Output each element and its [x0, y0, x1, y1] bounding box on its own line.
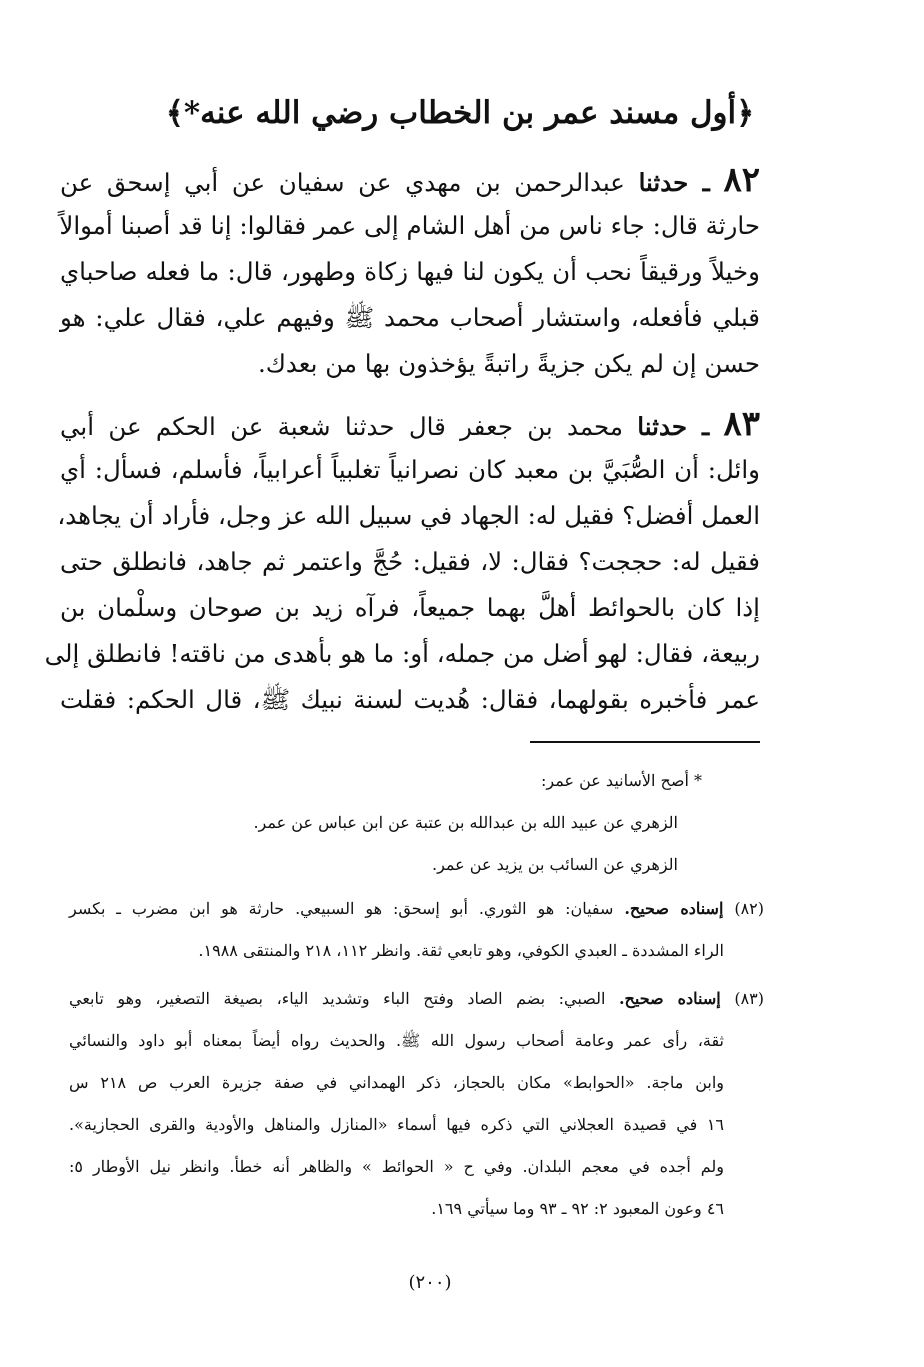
hadith-83-line-2: وائل: أن الصُّبَيَّ بن معبد كان نصرانياً تغلبياً أعرابياً، فأسلم، فسأل: أي: [60, 455, 760, 484]
hadith-82-line-3: وخيلاً ورقيقاً نحب أن يكون لنا فيها زكاة وطهور، قال: ما فعله صاحباي: [60, 257, 760, 286]
footnote-82-text: سفيان: هو الثوري. أبو إسحق: هو السبيعي. حارثة هو ابن مضرب ـ بكسر: [69, 899, 625, 918]
hadith-82-number: ٨٢: [723, 160, 760, 200]
hadith-82-lead: ـ حدثنا: [638, 168, 710, 197]
hadith-82-line-4: قبلي فأفعله، واستشار أصحاب محمد ﷺ وفيهم علي، فقال علي: هو: [60, 303, 760, 332]
footnote-83-line-2: ثقة، رأى عمر وعامة أصحاب رسول الله ﷺ. والحديث رواه أيضاً بمعناه أبو داود والنسائي: [69, 1031, 725, 1050]
page-number: (٢٠٠): [408, 1272, 452, 1293]
hadith-82-line-5: حسن إن لم يكن جزيةً راتبةً يؤخذون بها من بعدك.: [257, 349, 760, 378]
footnote-83-line-3: وابن ماجة. «الحوابط» مكان بالحجاز، ذكر الهمداني في صفة جزيرة العرب ص ٢١٨ س: [69, 1073, 724, 1092]
footnote-83-label: (٨٣): [734, 989, 764, 1008]
footnote-82-label: (٨٢): [734, 899, 765, 918]
hadith-83-line-5: إذا كان بالحوائط أهلَّ بهما جميعاً، فرآه زيد بن صوحان وسلْمان بن: [60, 593, 760, 622]
footnote-83-line-4: ١٦ في قصيدة العجلاني التي ذكره فيها أسماء «المنازل والمناهل والأودية والقرى الحجازية».: [69, 1115, 724, 1134]
section-title: ﴿أول مسند عمر بن الخطاب رضي الله عنه*﴾: [165, 95, 755, 131]
hadith-83-line-6: ربيعة، فقال: لهو أضل من جمله، أو: ما هو بأهدى من ناقته! فانطلق إلى: [44, 639, 760, 668]
hadith-83-number: ٨٣: [723, 404, 761, 444]
hadith-83-line-1: [60, 404, 760, 447]
footnote-83-bold: إسناده صحيح.: [618, 989, 721, 1008]
hadith-83-line-7: عمر فأخبره بقولهما، فقال: هُديت لسنة نبيك ﷺ، قال الحكم: فقلت: [60, 685, 760, 714]
footnote-83-line-5: ولم أجده في معجم البلدان. وفي ح « الحوائط » والظاهر أنه خطأ. وانظر نيل الأوطار ٥:: [69, 1157, 724, 1176]
hadith-82-line-1: [60, 160, 760, 203]
hadith-83-line-3: العمل أفضل؟ فقيل له: الجهاد في سبيل الله عز وجل، فأراد أن يجاهد،: [57, 501, 760, 530]
footnote-82-bold: إسناده صحيح.: [624, 899, 724, 918]
footnote-82-line-2: الراء المشددة ـ العبدي الكوفي، وهو تابعي ثقة. وانظر ١١٢، ٢١٨ والمنتقى ١٩٨٨.: [198, 941, 724, 960]
hadith-82-line-2: حارثة قال: جاء ناس من أهل الشام إلى عمر فقالوا: إنا قد أصبنا أموالاً: [59, 211, 760, 240]
footnote-83-text: الصبي: بضم الصاد وفتح الباء وتشديد الياء، بصيغة التصغير، وهو تابعي: [69, 989, 619, 1008]
hadith-83-line-4: فقيل له: حججت؟ فقال: لا، فقيل: حُجَّ واعتمر ثم جاهد، فانطلق حتى: [60, 547, 760, 576]
footnote-83-line-1: [69, 984, 764, 1014]
hadith-83-lead: ـ حدثنا: [637, 412, 710, 441]
footnote-star-line-2: الزهري عن السائب بن يزيد عن عمر.: [431, 855, 678, 874]
hadith-82-text: عبدالرحمن بن مهدي عن سفيان عن أبي إسحق عن: [60, 168, 639, 197]
footnote-82-line-1: [69, 894, 764, 924]
footnote-star-line-1: الزهري عن عبيد الله بن عبدالله بن عتبة عن ابن عباس عن عمر.: [253, 813, 678, 832]
hadith-83-text: محمد بن جعفر قال حدثنا شعبة عن الحكم عن أبي: [60, 412, 638, 441]
footnote-star-head: * أصح الأسانيد عن عمر:: [541, 771, 702, 790]
footnote-separator: [530, 741, 760, 743]
footnote-83-line-6: ٤٦ وعون المعبود ٢: ٩٢ ـ ٩٣ وما سيأتي ١٦٩.: [431, 1199, 724, 1218]
